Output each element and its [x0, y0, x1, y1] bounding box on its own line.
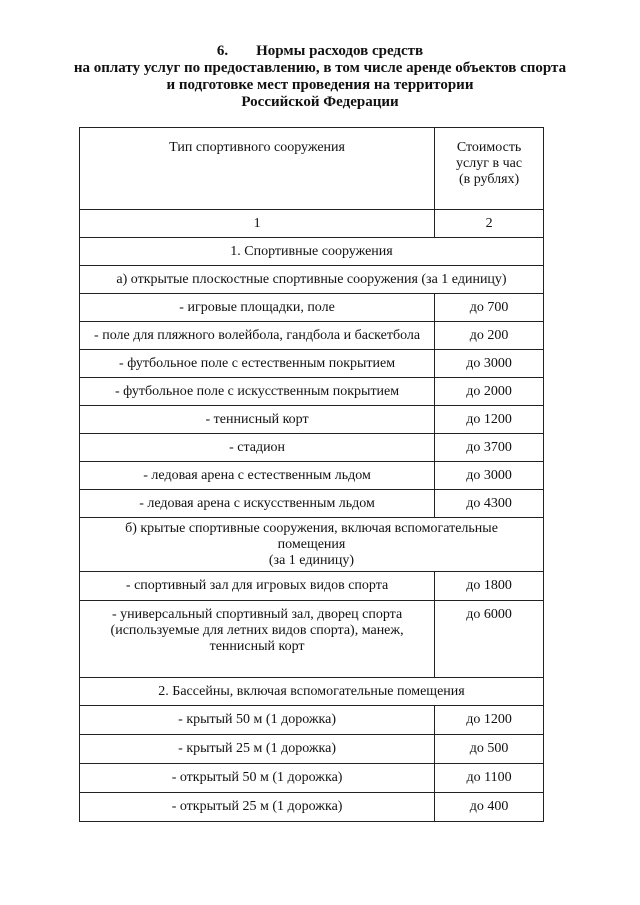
facility-name-line-1: - универсальный спортивный зал, дворец спорта — [111, 607, 403, 622]
heading-title-1: Нормы расходов средств — [256, 43, 424, 59]
group-a-title: а) открытые плоскостные спортивные сооружения (за 1 единицу) — [80, 266, 544, 294]
section-2-title: 2. Бассейны, включая вспомогательные помещения — [80, 678, 544, 706]
pool-price: до 500 — [435, 735, 544, 764]
table-row — [80, 378, 544, 406]
header-type: Тип спортивного сооружения — [80, 128, 435, 210]
section-1-row — [80, 238, 544, 266]
group-b-title-line-1: б) крытые спортивные сооружения, включая вспомогательные — [125, 520, 498, 536]
facility-name: - стадион — [80, 434, 435, 462]
heading-line-4: Российской Федерации — [241, 94, 399, 110]
facility-name — [80, 601, 435, 678]
facility-name: - теннисный корт — [80, 406, 435, 434]
column-index-row — [80, 210, 544, 238]
table-row — [80, 601, 544, 678]
group-b-title-line-2: помещения — [277, 536, 346, 552]
facility-name: - футбольное поле с естественным покрытием — [80, 350, 435, 378]
header-cost-line-2: услуг в час — [456, 156, 523, 171]
table-row — [80, 322, 544, 350]
facility-price: до 6000 — [435, 601, 544, 678]
table-row — [80, 735, 544, 764]
table-row — [80, 350, 544, 378]
table-row — [80, 462, 544, 490]
heading-line-3: и подготовке мест проведения на территории — [166, 77, 474, 93]
facility-name: - ледовая арена с естественным льдом — [80, 462, 435, 490]
facility-price: до 200 — [435, 322, 544, 350]
pool-name: - крытый 25 м (1 дорожка) — [80, 735, 435, 764]
facility-price: до 1200 — [435, 406, 544, 434]
table-row — [80, 406, 544, 434]
header-cost — [435, 128, 544, 210]
facility-name: - ледовая арена с искусственным льдом — [80, 490, 435, 518]
facility-name-line-2: (используемые для летних видов спорта), манеж, — [110, 623, 404, 638]
table-row — [80, 490, 544, 518]
header-cost-line-1: Стоимость — [456, 140, 522, 155]
group-b-title — [80, 518, 544, 572]
pool-price: до 1100 — [435, 764, 544, 793]
facility-price: до 700 — [435, 294, 544, 322]
heading-line-1 — [0, 43, 640, 60]
header-cost-line-3: (в рублях) — [458, 172, 520, 187]
facility-price: до 3000 — [435, 350, 544, 378]
column-index-1: 1 — [80, 210, 435, 238]
facility-name-line-3: теннисный корт — [209, 639, 305, 654]
pool-price: до 400 — [435, 793, 544, 822]
table-row — [80, 294, 544, 322]
facility-price: до 4300 — [435, 490, 544, 518]
facility-price: до 1800 — [435, 572, 544, 601]
table-row — [80, 764, 544, 793]
facility-price: до 3700 — [435, 434, 544, 462]
facility-price: до 2000 — [435, 378, 544, 406]
group-b-row — [80, 518, 544, 572]
table-row — [80, 572, 544, 601]
facility-name: - игровые площадки, поле — [80, 294, 435, 322]
facility-name: - поле для пляжного волейбола, гандбола и баскетбола — [80, 322, 435, 350]
table-header-row — [80, 128, 544, 210]
pool-name: - открытый 25 м (1 дорожка) — [80, 793, 435, 822]
table-row — [80, 793, 544, 822]
section-1-title: 1. Спортивные сооружения — [80, 238, 544, 266]
pool-price: до 1200 — [435, 706, 544, 735]
table-row — [80, 706, 544, 735]
group-a-row — [80, 266, 544, 294]
pool-name: - крытый 50 м (1 дорожка) — [80, 706, 435, 735]
pool-name: - открытый 50 м (1 дорожка) — [80, 764, 435, 793]
expense-norms-table — [79, 127, 544, 822]
facility-name: - спортивный зал для игровых видов спорта — [80, 572, 435, 601]
heading-line-2: на оплату услуг по предоставлению, в том числе аренде объектов спорта — [73, 60, 567, 76]
section-number: 6. — [216, 43, 229, 59]
document-heading — [0, 43, 640, 111]
table-row — [80, 434, 544, 462]
section-2-row — [80, 678, 544, 706]
facility-price: до 3000 — [435, 462, 544, 490]
column-index-2: 2 — [435, 210, 544, 238]
facility-name: - футбольное поле с искусственным покрытием — [80, 378, 435, 406]
group-b-title-line-3: (за 1 единицу) — [268, 552, 355, 568]
